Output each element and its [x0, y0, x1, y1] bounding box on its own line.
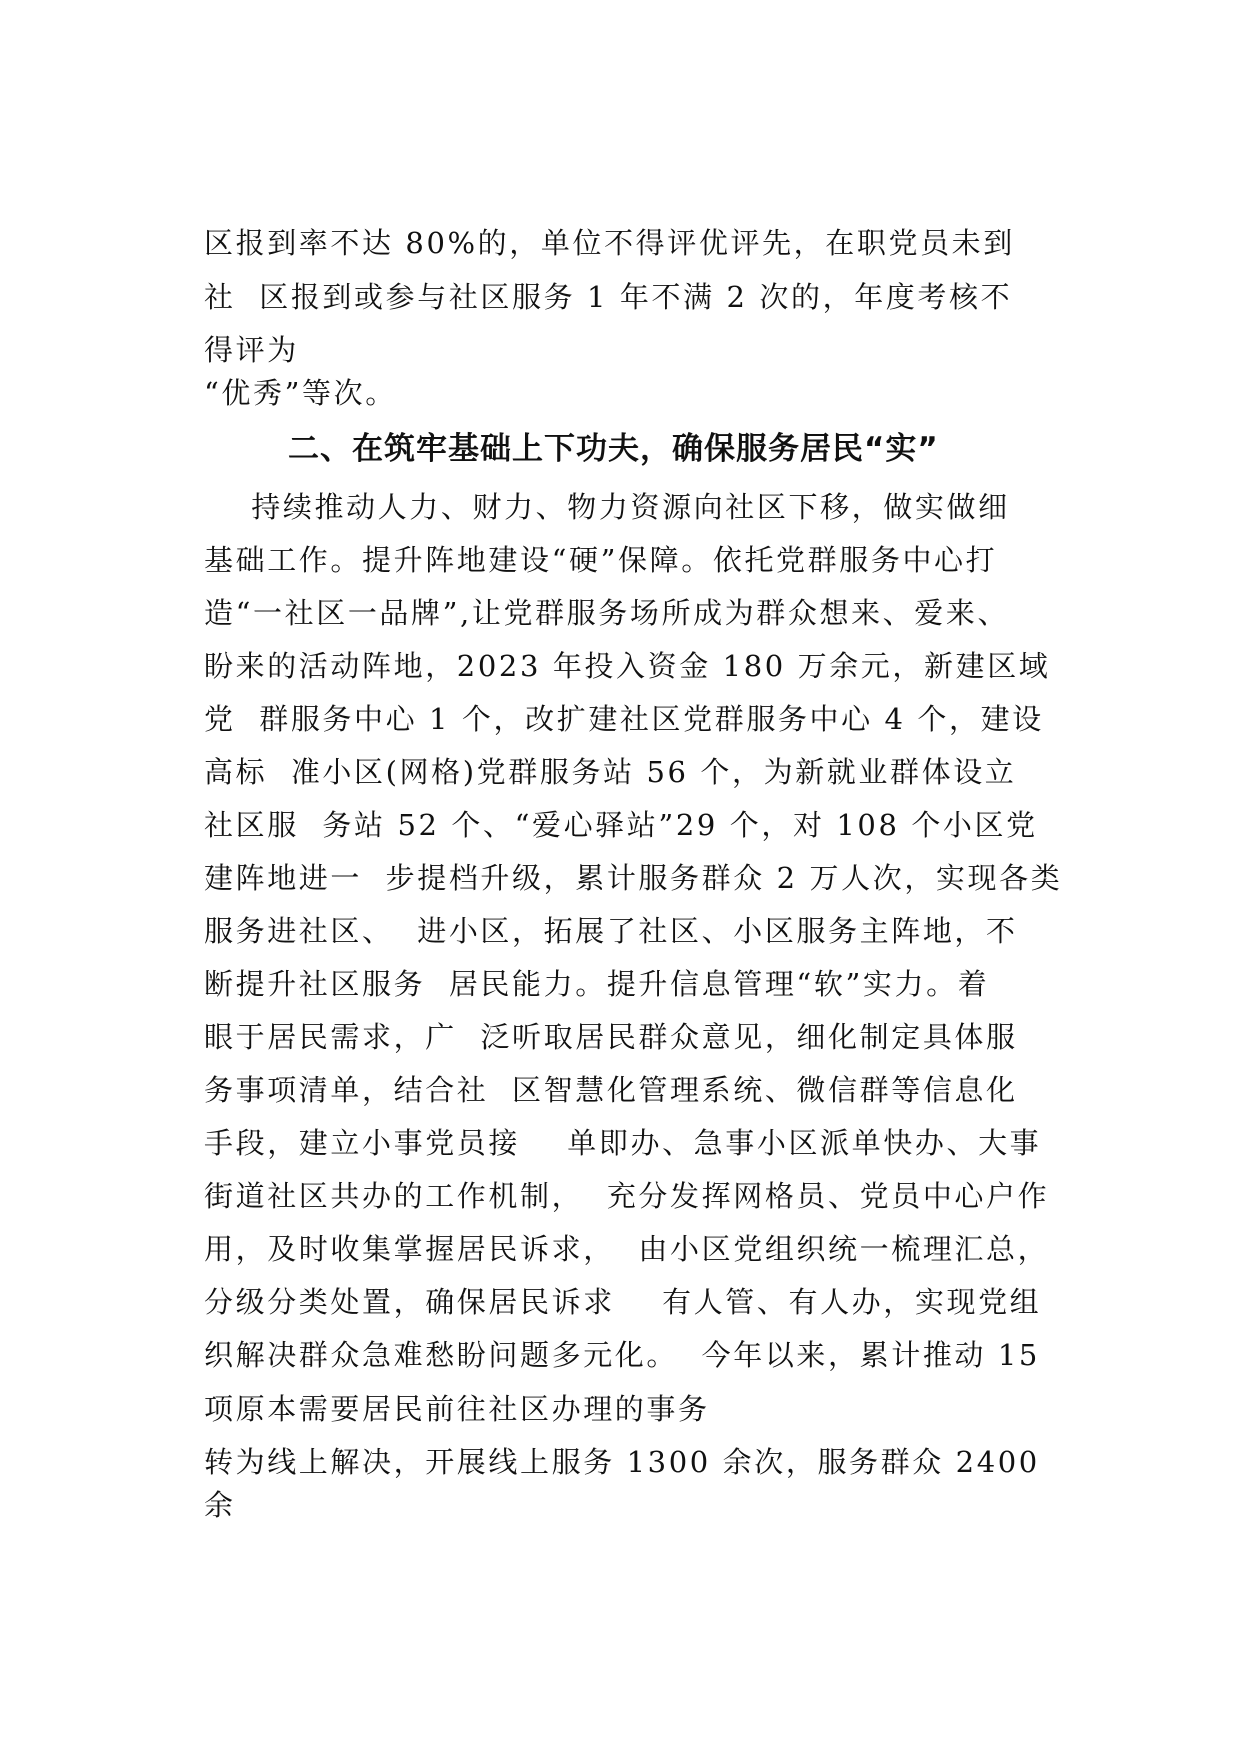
- paragraph-line: 眼于居民需求，广 泛听取居民群众意见，细化制定具体服: [204, 1020, 1018, 1054]
- paragraph-line: 余: [204, 1488, 236, 1522]
- paragraph-line: 务事项清单，结合社 区智慧化管理系统、微信群等信息化: [204, 1073, 1018, 1107]
- paragraph-line: 造“一社区一品牌”,让党群服务场所成为群众想来、爱来、: [204, 596, 1010, 630]
- paragraph-line: 转为线上解决，开展线上服务 1300 余次，服务群众 2400: [204, 1445, 1040, 1479]
- paragraph-line: 建阵地进一 步提档升级，累计服务群众 2 万人次，实现各类: [204, 861, 1063, 895]
- paragraph-line: 党 群服务中心 1 个，改扩建社区党群服务中心 4 个，建设: [204, 702, 1044, 736]
- paragraph-line: 盼来的活动阵地，2023 年投入资金 180 万余元，新建区域: [204, 649, 1051, 683]
- paragraph-line: 服务进社区、 进小区，拓展了社区、小区服务主阵地，不: [204, 914, 1018, 948]
- paragraph-line: “优秀”等次。: [204, 376, 397, 410]
- paragraph-line: 社区服 务站 52 个、“爱心驿站”29 个，对 108 个小区党: [204, 808, 1038, 842]
- paragraph-line: 高标 准小区(网格)党群服务站 56 个，为新就业群体设立: [204, 755, 1017, 789]
- paragraph-line: 得评为: [204, 333, 299, 367]
- paragraph-line: 断提升社区服务 居民能力。提升信息管理“软”实力。着: [204, 967, 990, 1001]
- paragraph-line: 区报到率不达 80%的，单位不得评优评先，在职党员未到: [204, 226, 1015, 260]
- section-heading: 二、在筑牢基础上下功夫，确保服务居民“实”: [288, 431, 939, 467]
- paragraph-line: 持续推动人力、财力、物力资源向社区下移，做实做细: [204, 490, 1010, 524]
- paragraph-line: 社 区报到或参与社区服务 1 年不满 2 次的，年度考核不: [204, 280, 1013, 314]
- paragraph-line: 织解决群众急难愁盼问题多元化。 今年以来，累计推动 15: [204, 1338, 1040, 1372]
- paragraph-line: 街道社区共办的工作机制， 充分发挥网格员、党员中心户作: [204, 1179, 1050, 1213]
- paragraph-line: 基础工作。提升阵地建设“硬”保障。依托党群服务中心打: [204, 543, 998, 577]
- paragraph-line: 手段，建立小事党员接 单即办、急事小区派单快办、大事: [204, 1126, 1042, 1160]
- paragraph-line: 用，及时收集掌握居民诉求， 由小区党组织统一梳理汇总，: [204, 1232, 1050, 1266]
- paragraph-line: 项原本需要居民前往社区办理的事务: [204, 1392, 710, 1426]
- paragraph-line: 分级分类处置，确保居民诉求 有人管、有人办，实现党组: [204, 1285, 1042, 1319]
